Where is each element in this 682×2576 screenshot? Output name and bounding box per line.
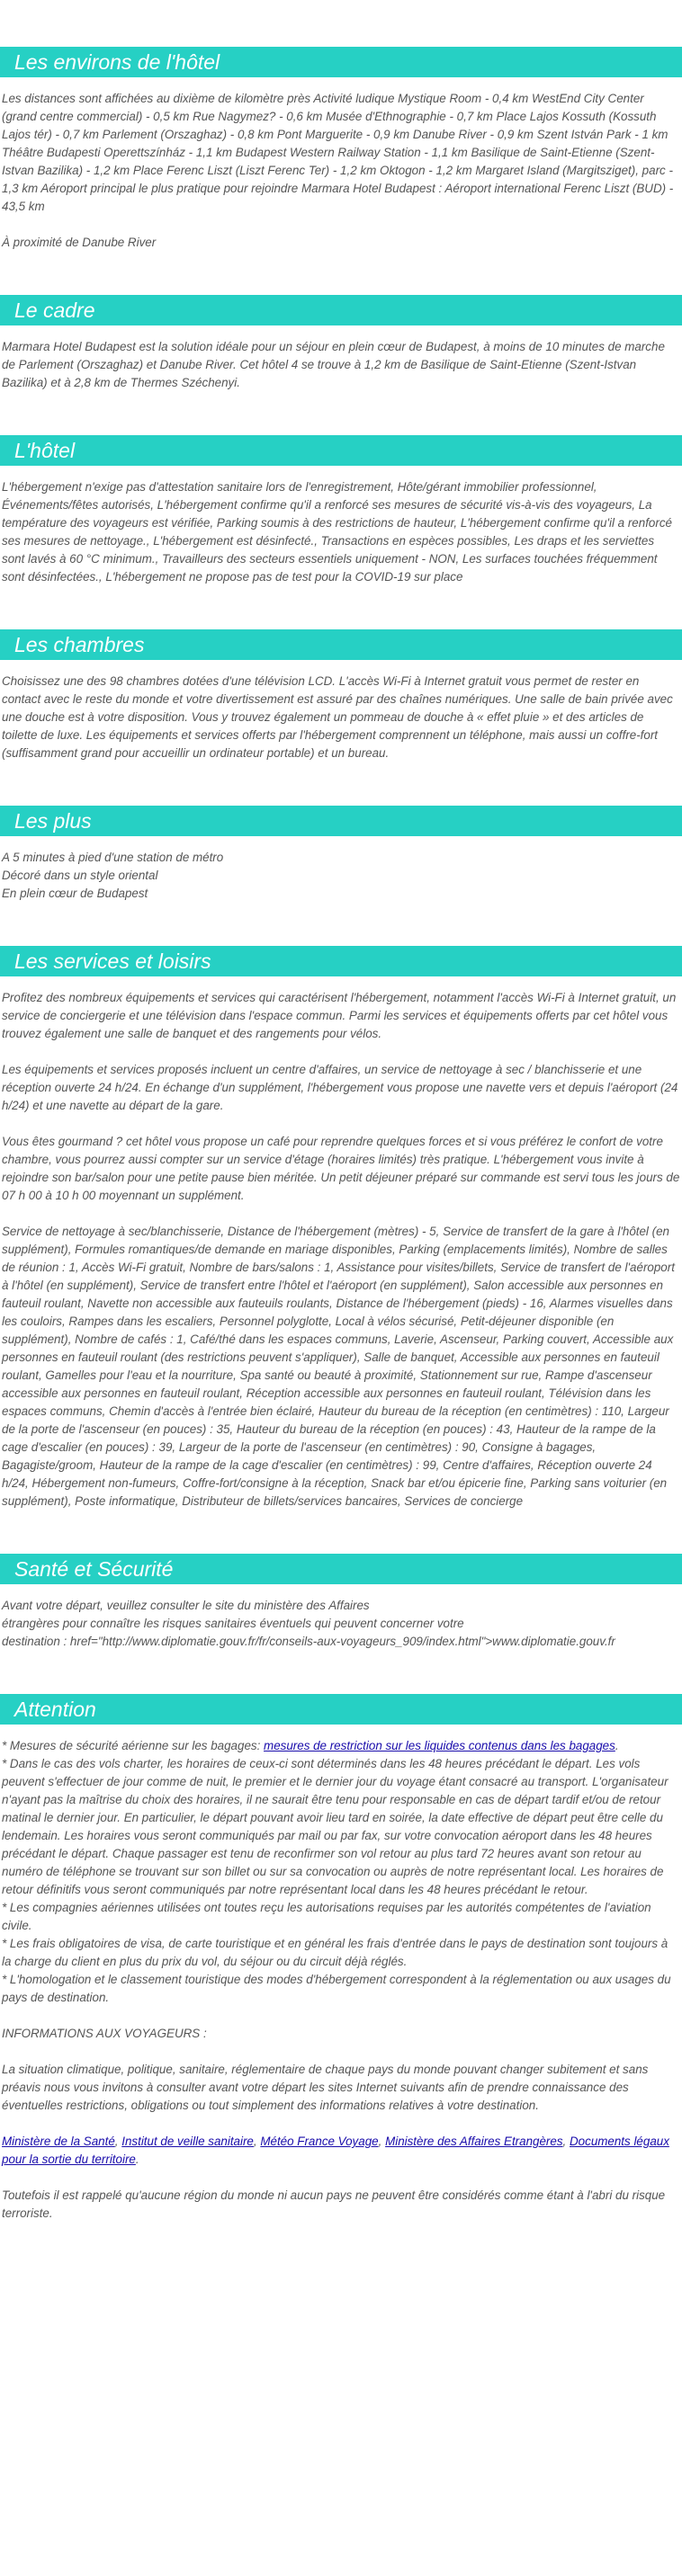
section-content-plus — [0, 849, 682, 903]
section-plus — [0, 806, 682, 903]
services-paragraph: Les équipements et services proposés incluent un centre d'affaires, un service de nettoyage à sec / blanchisserie et une réception ouverte 24 h/24. En échange d'un supplément, l'hébergement vous propose une navette vers et depuis l'aéroport (24 h/24) et une navette au départ de la gare. — [2, 1063, 678, 1112]
section-content-sante — [0, 1597, 682, 1651]
cadre-text: Marmara Hotel Budapest est la solution idéale pour un séjour en plein cœur de Budapest, à moins de 10 minutes de marche de Parlement (Orszaghaz) et Danube River. Cet hôtel 4 se trouve à 1,2 km de Basilique de Saint-Etienne (Szent-Istvan Bazilika) et à 2,8 km de Thermes Széchenyi. — [2, 340, 665, 389]
services-paragraph: Profitez des nombreux équipements et services qui caractérisent l'hébergement, notamment l'accès Wi-Fi à Internet gratuit, un service de conciergerie et une télévision dans l'espace commun. Parmi les services et équipements offerts par cet hôtel vous trouvez également une salle de banquet et des rangements pour vélos. — [2, 991, 677, 1040]
attention-item-visa: * Les frais obligatoires de visa, de carte touristique et en général les frais d'entrée dans le pays de destination sont toujours à la charge du client en plus du prix du vol, du séjour ou du circuit déjà réglés. — [2, 1937, 669, 1968]
attention-item-classification: * L'homologation et le classement touristique des modes d'hébergement correspondent à la réglementation ou aux usages du pays de destination. — [2, 1973, 671, 2004]
section-content-attention — [0, 1737, 682, 2223]
plus-item: A 5 minutes à pied d'une station de métro — [2, 851, 224, 864]
useful-links: Ministère de la Santé, Institut de veille sanitaire, Météo France Voyage, Ministère des Affaires Etrangères, Documents légaux pour la sortie du territoire. — [2, 2135, 669, 2166]
chambres-text: Choisissez une des 98 chambres dotées d'une télévision LCD. L'accès Wi-Fi à Internet gratuit vous permet de rester en contact avec le reste du monde et votre divertissement est assuré par des chaînes numériques. Une salle de bain privée avec une douche est à votre disposition. Vous y trouvez également un pommeau de douche à « effet pluie » et des articles de toilette de luxe. Les équipements et services offerts par l'hébergement comprennent un téléphone, mais aussi un coffre-fort (suffisamment grand pour accueillir un ordinateur portable) et un bureau. — [2, 674, 673, 760]
link-meteo-france[interactable]: Météo France Voyage — [260, 2135, 379, 2148]
link-documents-legaux[interactable]: Documents légaux pour la sortie du territoire — [2, 2135, 669, 2166]
section-content-environs — [0, 90, 682, 252]
hotel-text: L'hébergement n'exige pas d'attestation sanitaire lors de l'enregistrement, Hôte/gérant immobilier professionnel, Événements/fêtes autorisés, L'hébergement confirme qu'il a renforcé ses mesures de sécurité vis-à-vis des voyageurs, La température des voyageurs est vérifiée, Parking soumis à des restrictions de hauteur, L'hébergement confirme qu'il a renforcé ses mesures de nettoyage., L'hébergement est désinfecté., Transactions en espèces possibles, Les draps et les serviettes sont lavés à 60 °C minimum., Travailleurs des secteurs essentiels uniquement - NON, Les surfaces touchées fréquemment sont désinfectées., L'hébergement ne propose pas de test pour la COVID-19 sur place — [2, 480, 672, 584]
section-heading-sante: Santé et Sécurité — [0, 1554, 682, 1584]
section-content-services — [0, 989, 682, 1511]
section-heading-attention: Attention — [0, 1694, 682, 1725]
attention-item-baggage — [2, 1737, 680, 1755]
terrorism-notice: Toutefois il est rappelé qu'aucune région du monde ni aucun pays ne peuvent être considérés comme étant à l'abri du risque terroriste. — [2, 2188, 666, 2220]
link-veille-sanitaire[interactable]: Institut de veille sanitaire — [121, 2135, 254, 2148]
sante-line: Avant votre départ, veuillez consulter le site du ministère des Affaires — [2, 1599, 370, 1612]
section-content-cadre — [0, 338, 682, 392]
section-heading-plus: Les plus — [0, 806, 682, 836]
link-affaires-etrangeres[interactable]: Ministère des Affaires Etrangères — [385, 2135, 563, 2148]
plus-item: En plein cœur de Budapest — [2, 887, 148, 900]
proximity-text: À proximité de Danube River — [2, 236, 157, 249]
info-voyageurs-title: INFORMATIONS AUX VOYAGEURS : — [2, 2027, 207, 2040]
services-amenities-list: Service de nettoyage à sec/blanchisserie, Distance de l'hébergement (mètres) - 5, Service de transfert de la gare à l'hôtel (en supplément), Formules romantiques/de demande en mariage disponibles, Parking (emplacements limités), Nombre de salles de réunion : 1, Accès Wi-Fi gratuit, Nombre de bars/salons : 1, Assistance pour visites/billets, Service de transfert de l'aéroport à l'hôtel (en supplément), Service de transfert entre l'hôtel et l'aéroport (en supplément), Salon accessible aux personnes en fauteuil roulant, Navette non accessible aux fauteuils roulants, Distance de l'hébergement (pieds) - 16, Alarmes visuelles dans les couloirs, Rampes dans les escaliers, Personnel polyglotte, Local à vélos sécurisé, Petit-déjeuner disponible (en supplément), Nombre de cafés : 1, Café/thé dans les espaces communs, Laverie, Ascenseur, Parking couvert, Accessible aux personnes en fauteuil roulant (des restrictions peuvent s'appliquer), Salle de banquet, Accessible aux personnes en fauteuil roulant, Gamelles pour l'eau et la nourriture, Spa santé ou beauté à proximité, Stationnement sur rue, Rampe d'ascenseur accessible aux personnes en fauteuil roulant, Réception accessible aux personnes en fauteuil roulant, Télévision dans les espaces communs, Chemin d'accès à l'entrée bien éclairé, Hauteur du bureau de la réception (en centimètres) : 110, Largeur de la porte de l'ascenseur (en pouces) : 35, Hauteur du bureau de la réception (en pouces) : 43, Hauteur de la rampe de la cage d'escalier (en pouces) : 39, Largeur de la porte de l'ascenseur (en centimètres) : 90, Consigne à bagages, Bagagiste/groom, Hauteur de la rampe de la cage d'escalier (en centimètres) : 99, Centre d'affaires, Réception ouverte 24 h/24, Hébergement non-fumeurs, Coffre-fort/consigne à la réception, Snack bar et/ou épicerie fine, Parking sans voiturier (en supplément), Poste informatique, Distributeur de billets/services bancaires, Services de concierge — [2, 1225, 675, 1508]
attention-item-baggage-suffix: . — [615, 1739, 619, 1752]
distances-text: Les distances sont affichées au dixième de kilomètre près Activité ludique Mystique Room - 0,4 km WestEnd City Center (grand centre commercial) - 0,5 km Rue Nagymez? - 0,6 km Musée d'Ethnographie - 0,7 km Place Lajos Kossuth (Kossuth Lajos tér) - 0,7 km Parlement (Orszaghaz) - 0,8 km Pont Marguerite - 0,9 km Danube River - 0,9 km Szent István Park - 1 km Théâtre Budapesti Operettszínház - 1,1 km Budapest Western Railway Station - 1,1 km Basilique de Saint-Etienne (Szent-Istvan Bazilika) - 1,2 km Place Ferenc Liszt (Liszt Ferenc Ter) - 1,2 km Oktogon - 1,2 km Margaret Island (Margitsziget), parc - 1,3 km Aéroport principal le plus pratique pour rejoindre Marmara Hotel Budapest : Aéroport international Ferenc Liszt (BUD) - 43,5 km — [2, 92, 674, 213]
section-heading-chambres: Les chambres — [0, 629, 682, 660]
plus-item: Décoré dans un style oriental — [2, 869, 158, 882]
section-cadre — [0, 295, 682, 392]
section-attention — [0, 1694, 682, 2223]
section-hotel — [0, 435, 682, 586]
section-heading-environs: Les environs de l'hôtel — [0, 47, 682, 77]
section-services — [0, 946, 682, 1511]
section-heading-cadre: Le cadre — [0, 295, 682, 325]
section-content-chambres — [0, 673, 682, 762]
link-ministere-sante[interactable]: Ministère de la Santé — [2, 2135, 115, 2148]
section-content-hotel — [0, 478, 682, 586]
services-paragraph: Vous êtes gourmand ? cet hôtel vous propose un café pour reprendre quelques forces et si vous préférez le confort de votre chambre, vous pourrez aussi compter sur un service d'étage (horaires limités) très pratique. L'hébergement vous invite à rejoindre son bar/salon pour une petite pause bien méritée. Un petit déjeuner préparé sur commande est servi tous les jours de 07 h 00 à 10 h 00 moyennant un supplément. — [2, 1135, 680, 1202]
attention-item-baggage-label: * Mesures de sécurité aérienne sur les bagages: — [2, 1739, 265, 1752]
section-chambres — [0, 629, 682, 762]
sante-line: étrangères pour connaître les risques sanitaires éventuels qui peuvent concerner votre — [2, 1617, 464, 1630]
section-heading-hotel: L'hôtel — [0, 435, 682, 466]
liquids-restriction-link[interactable]: mesures de restriction sur les liquides contenus dans les bagages — [264, 1739, 615, 1752]
attention-item-charter: * Dans le cas des vols charter, les horaires de ceux-ci sont déterminés dans les 48 heures précédant le départ. Les vols peuvent s'effectuer de jour comme de nuit, le premier et le dernier jour du voyage étant consacré au transport. L'organisateur n'ayant pas la maîtrise du choix des horaires, il ne saurait être tenu pour responsable en cas de départ tardif et/ou de retour matinal le dernier jour. En particulier, le départ pouvant avoir lieu tard en soirée, la date effective de départ peut être celle du lendemain. Les horaires vous seront communiqués par mail ou par fax, sur votre convocation aéroport dans les 48 heures précédant le départ. Chaque passager est tenu de reconfirmer son vol retour au plus tard 72 heures avant son retour au numéro de téléphone se trouvant sur son billet ou sur sa convocation ou auprès de notre représentant local. Les horaires de retour définitifs vous seront communiqués par notre représentant local dans les 48 heures précédant le retour. — [2, 1757, 669, 1896]
section-sante — [0, 1554, 682, 1651]
info-voyageurs-text: La situation climatique, politique, sanitaire, réglementaire de chaque pays du monde pouvant changer subitement et sans préavis nous vous invitons à consulter avant votre départ les sites Internet suivants afin de prendre connaissance des éventuelles restrictions, obligations ou tout simplement des informations relatives à votre destination. — [2, 2063, 649, 2112]
section-heading-services: Les services et loisirs — [0, 946, 682, 976]
section-environs — [0, 47, 682, 252]
attention-item-airlines: * Les compagnies aériennes utilisées ont toutes reçu les autorisations requises par les autorités compétentes de l'aviation civile. — [2, 1901, 651, 1932]
sante-line: destination : href="http://www.diplomatie.gouv.fr/fr/conseils-aux-voyageurs_909/index.html">www.diplomatie.gouv.fr — [2, 1635, 615, 1648]
